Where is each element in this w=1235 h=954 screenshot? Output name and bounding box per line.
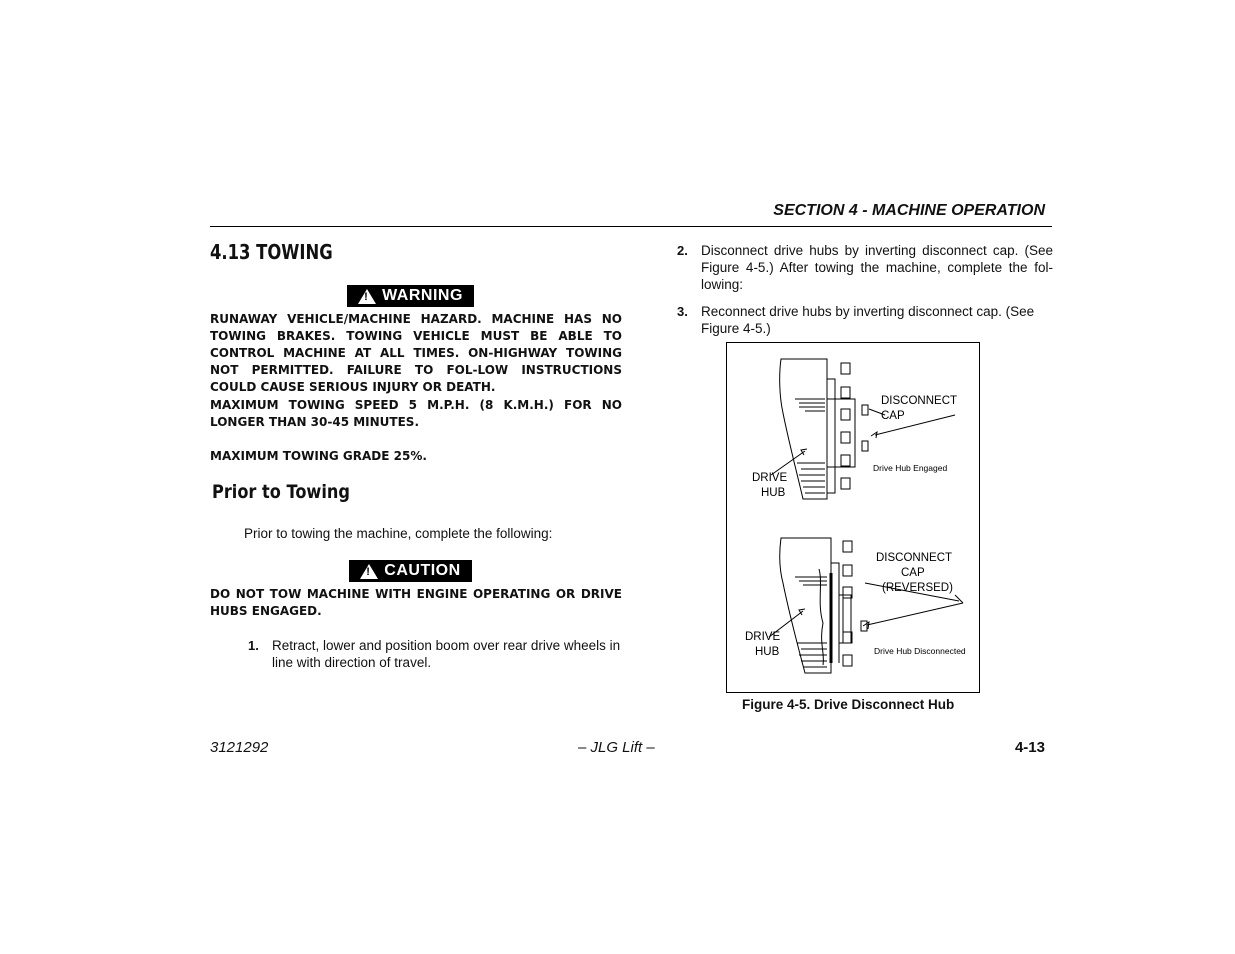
section-header: SECTION 4 - MACHINE OPERATION [773, 202, 1045, 219]
top-state-label: Drive Hub Engaged [873, 463, 948, 473]
subsection-intro: Prior to towing the machine, complete the following: [244, 526, 553, 541]
bottom-disconnect-label-3: (REVERSED) [882, 582, 953, 594]
step-1-text: Retract, lower and position boom over rear drive wheels in line with direction of travel. [272, 638, 621, 670]
warning-paragraph-2: MAXIMUM TOWING SPEED 5 M.P.H. (8 K.M.H.) FOR NO LONGER THAN 30-45 MINUTES. [210, 398, 622, 429]
bottom-disconnect-label-1: DISCONNECT [876, 552, 953, 564]
warning-icon: ! [360, 564, 378, 579]
header-rule [210, 226, 1052, 227]
caution-label: CAUTION [384, 562, 461, 579]
bottom-state-label: Drive Hub Disconnected [874, 646, 966, 656]
step-2-number: 2. [677, 243, 688, 258]
bottom-drive-label-1: DRIVE [745, 631, 781, 643]
step-3-text: Reconnect drive hubs by inverting disconnect cap. (See Figure 4-5.) [701, 304, 1035, 336]
top-disconnect-label-1: DISCONNECT [881, 395, 958, 407]
bottom-drive-label-2: HUB [755, 646, 780, 658]
caution-text: DO NOT TOW MACHINE WITH ENGINE OPERATING OR DRIVE HUBS ENGAGED. [210, 587, 622, 618]
footer-center: – JLG Lift – [578, 739, 655, 756]
warning-paragraph-1: RUNAWAY VEHICLE/MACHINE HAZARD. MACHINE HAS NO TOWING BRAKES. TOWING VEHICLE MUST BE ABLE TO CONTROL MACHINE AT ALL TIMES. ON-HIGHWAY TOWING NOT PERMITTED. FAILURE TO FOL-LOW INSTRUCTIONS COULD CAUSE SERIOUS INJURY OR DEATH. [210, 312, 622, 394]
warning-badge [347, 285, 474, 307]
figure-caption: Figure 4-5. Drive Disconnect Hub [742, 697, 955, 712]
step-3-number: 3. [677, 304, 688, 319]
top-drive-label-2: HUB [761, 487, 786, 499]
step-2-text: Disconnect drive hubs by inverting disconnect cap. (See Figure 4-5.) After towing the machine, complete the fol-lowing: [701, 243, 1053, 292]
figure-drive-disconnect-hub [726, 342, 980, 693]
footer-doc-number: 3121292 [210, 739, 269, 756]
top-drive-label-1: DRIVE [752, 472, 788, 484]
footer-page-number: 4-13 [1014, 739, 1045, 756]
warning-icon: ! [358, 289, 376, 304]
warning-label: WARNING [382, 287, 463, 304]
bottom-disconnect-label-2: CAP [901, 567, 925, 579]
step-1-number: 1. [248, 638, 259, 653]
warning-paragraph-3: MAXIMUM TOWING GRADE 25%. [210, 449, 427, 463]
section-title: 4.13 TOWING [210, 240, 333, 264]
subsection-title: Prior to Towing [212, 481, 350, 503]
caution-badge [349, 560, 472, 582]
top-disconnect-label-2: CAP [881, 410, 905, 422]
hub-diagram [727, 343, 979, 692]
